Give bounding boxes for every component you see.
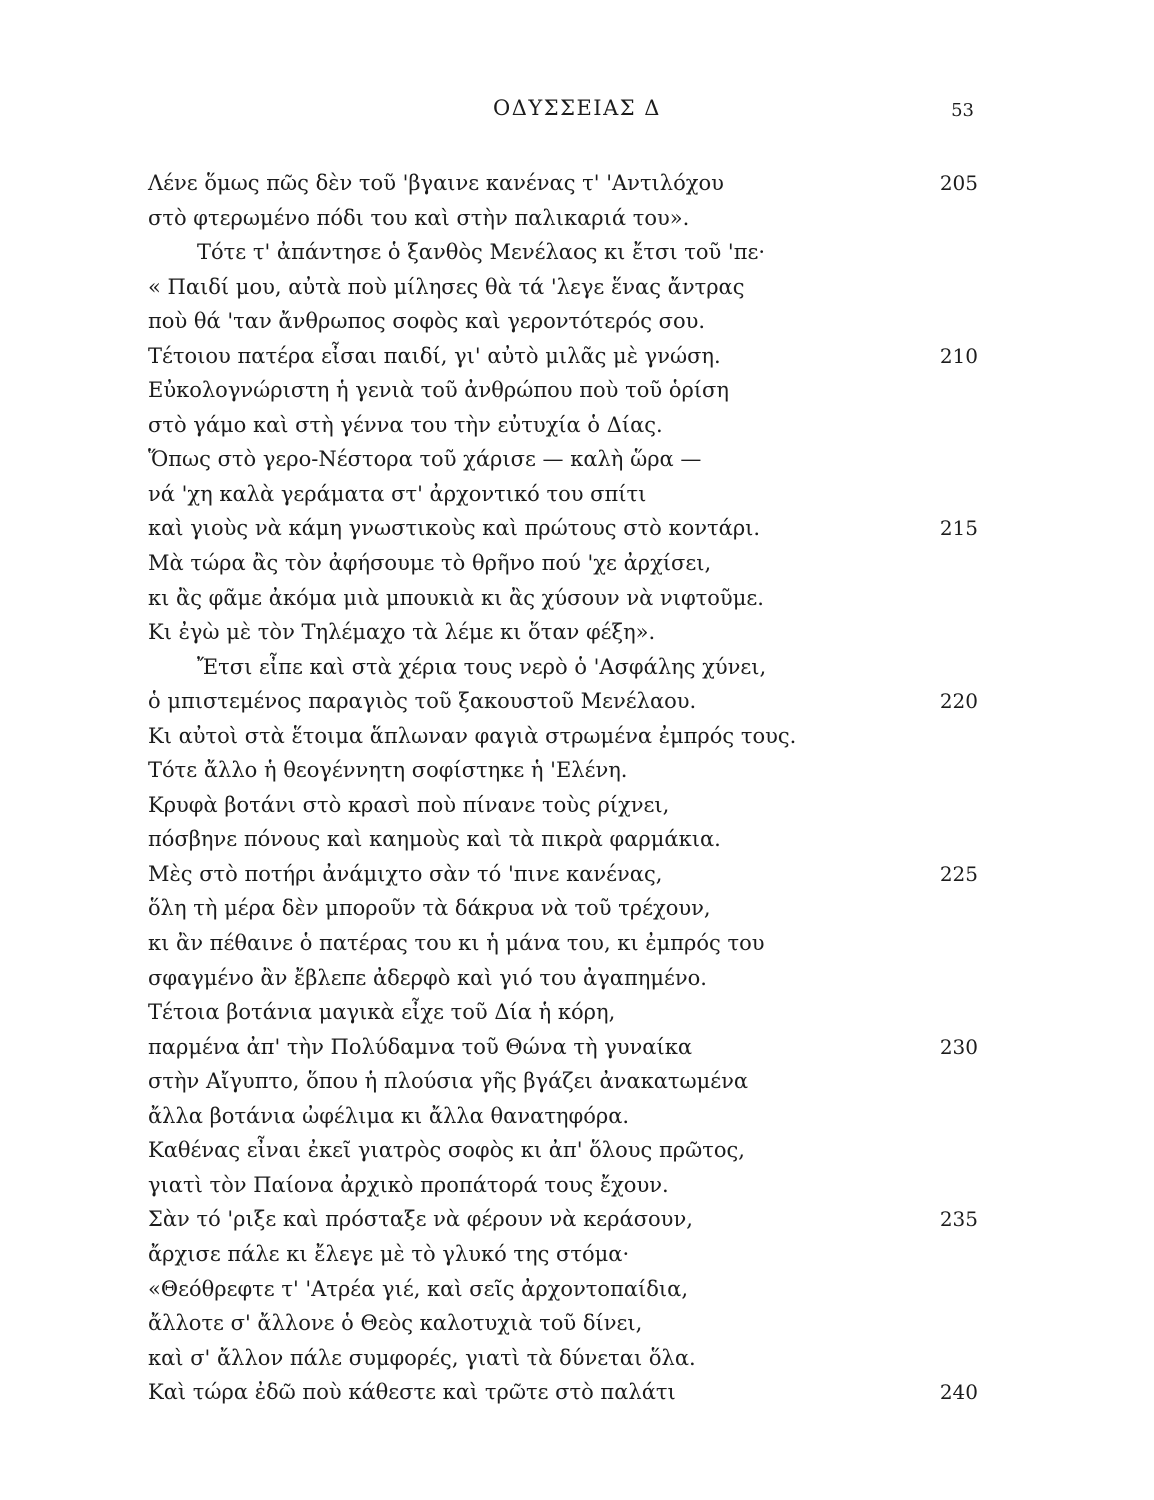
verse-line: [0, 581, 1154, 616]
verse-text: πόσβηνε πόνους καὶ καημοὺς καὶ τὰ πικρὰ φαρμάκια.: [148, 827, 721, 852]
verse-text: Ὅπως στὸ γερο-Νέστορα τοῦ χάρισε — καλὴ ὥρα —: [148, 447, 702, 472]
verse-text: Ἔτσι εἶπε καὶ στὰ χέρια τους νερὸ ὁ 'Ασφάλης χύνει,: [197, 654, 767, 679]
verse-line: [0, 926, 1154, 961]
verse-line: [0, 1272, 1154, 1307]
verse-text: ἄλλα βοτάνια ὠφέλιμα κι ἄλλα θανατηφόρα.: [148, 1103, 630, 1128]
verse-line: [0, 1375, 1154, 1410]
verse-text: κι ἂς φᾶμε ἀκόμα μιὰ μπουκιὰ κι ἂς χύσουν νὰ νιφτοῦμε.: [148, 585, 764, 610]
verse-line: [0, 1133, 1154, 1168]
verse-text: ὁ μπιστεμένος παραγιὸς τοῦ ξακουστοῦ Μενέλαου.: [148, 689, 697, 714]
verse-text: παρμένα ἀπ' τὴν Πολύδαμνα τοῦ Θώνα τὴ γυναίκα: [148, 1034, 693, 1059]
verse-text: Σὰν τό 'ριξε καὶ πρόσταξε νὰ φέρουν νὰ κεράσουν,: [148, 1207, 693, 1232]
verse-line: [0, 753, 1154, 788]
verse-text: στὸ γάμο καὶ στὴ γέννα του τὴν εὐτυχία ὁ Δίας.: [148, 412, 663, 437]
verse-text: Καὶ τώρα ἐδῶ ποὺ κάθεστε καὶ τρῶτε στὸ παλάτι: [148, 1380, 676, 1405]
verse-line: [0, 1341, 1154, 1376]
verse-line: [0, 961, 1154, 996]
verse-text: ἄρχισε πάλε κι ἔλεγε μὲ τὸ γλυκό της στόμα·: [148, 1241, 630, 1266]
verse-text: Μὰ τώρα ἂς τὸν ἀφήσουμε τὸ θρῆνο πού 'χε ἀρχίσει,: [148, 551, 712, 576]
verse-line: [0, 373, 1154, 408]
verse-line: [0, 477, 1154, 512]
verse-text: στὴν Αἴγυπτο, ὅπου ἡ πλούσια γῆς βγάζει ἀνακατωμένα: [148, 1069, 749, 1094]
verse-block: [0, 166, 1154, 1410]
verse-text: καὶ σ' ἄλλον πάλε συμφορές, γιατὶ τὰ δύνεται ὅλα.: [148, 1345, 696, 1370]
verse-line: [0, 1202, 1154, 1237]
verse-line: [0, 1099, 1154, 1134]
verse-line: [0, 891, 1154, 926]
verse-line: [0, 684, 1154, 719]
verse-text: Κρυφὰ βοτάνι στὸ κρασὶ ποὺ πίνανε τοὺς ρίχνει,: [148, 792, 670, 817]
verse-text: ἄλλοτε σ' ἄλλονε ὁ Θεὸς καλοτυχιὰ τοῦ δίνει,: [148, 1311, 643, 1336]
verse-text: « Παιδί μου, αὐτὰ ποὺ μίλησες θὰ τά 'λεγε ἕνας ἄντρας: [148, 274, 745, 299]
line-number: 235: [939, 1207, 978, 1232]
page-number: 53: [951, 100, 974, 121]
verse-text: Τότε τ' ἀπάντησε ὁ ξανθὸς Μενέλαος κι ἔτσι τοῦ 'πε·: [197, 240, 766, 265]
verse-text: Τέτοια βοτάνια μαγικὰ εἶχε τοῦ Δία ἡ κόρη,: [148, 1000, 616, 1025]
verse-text: «Θεόθρεφτε τ' 'Ατρέα γιέ, καὶ σεῖς ἀρχοντοπαίδια,: [148, 1276, 689, 1301]
verse-line: [0, 546, 1154, 581]
verse-text: Τέτοιου πατέρα εἶσαι παιδί, γι' αὐτὸ μιλᾶς μὲ γνώση.: [148, 343, 721, 368]
verse-text: Τότε ἄλλο ἡ θεογέννητη σοφίστηκε ἡ 'Ελένη.: [148, 758, 628, 783]
verse-line: [0, 201, 1154, 236]
verse-text: ὅλη τὴ μέρα δὲν μποροῦν τὰ δάκρυα νὰ τοῦ τρέχουν,: [148, 896, 711, 921]
line-number: 205: [939, 171, 978, 195]
verse-line: [0, 615, 1154, 650]
verse-line: [0, 650, 1154, 685]
verse-text: νά 'χη καλὰ γεράματα στ' ἀρχοντικό του σπίτι: [148, 481, 647, 506]
verse-text: Εὐκολογνώριστη ἡ γενιὰ τοῦ ἀνθρώπου ποὺ τοῦ ὁρίση: [148, 378, 729, 403]
verse-line: [0, 719, 1154, 754]
verse-line: [0, 408, 1154, 443]
verse-text: Κι αὐτοὶ στὰ ἕτοιμα ἅπλωναν φαγιὰ στρωμένα ἐμπρός τους.: [148, 723, 797, 748]
line-number: 240: [939, 1380, 978, 1405]
verse-line: [0, 270, 1154, 305]
verse-line: [0, 1030, 1154, 1065]
verse-line: [0, 788, 1154, 823]
verse-text: Λένε ὅμως πῶς δὲν τοῦ 'βγαινε κανένας τ' 'Αντιλόχου: [148, 171, 724, 195]
line-number: 220: [939, 689, 978, 714]
verse-line: [0, 1064, 1154, 1099]
line-number: 230: [939, 1034, 978, 1059]
verse-line: [0, 511, 1154, 546]
verse-line: [0, 304, 1154, 339]
verse-text: Κι ἐγὼ μὲ τὸν Τηλέμαχο τὰ λέμε κι ὅταν φέξη».: [148, 620, 656, 645]
verse-text: γιατὶ τὸν Παίονα ἀρχικὸ προπάτορά τους ἔχουν.: [148, 1172, 669, 1197]
verse-line: [0, 235, 1154, 270]
verse-text: Μὲς στὸ ποτήρι ἀνάμιχτο σὰν τό 'πινε κανένας,: [148, 861, 663, 886]
line-number: 215: [939, 516, 978, 541]
verse-line: [0, 995, 1154, 1030]
line-number: 210: [939, 343, 978, 368]
verse-line: [0, 442, 1154, 477]
verse-text: κι ἂν πέθαινε ὁ πατέρας του κι ἡ μάνα του, κι ἐμπρός του: [148, 931, 765, 956]
verse-line: [0, 1237, 1154, 1272]
line-number: 225: [939, 861, 978, 886]
verse-line: [0, 1168, 1154, 1203]
verse-line: [0, 1306, 1154, 1341]
verse-line: [0, 339, 1154, 374]
verse-text: Καθένας εἶναι ἐκεῖ γιατρὸς σοφὸς κι ἀπ' ὅλους πρῶτος,: [148, 1138, 745, 1163]
verse-text: στὸ φτερωμένο πόδι του καὶ στὴν παλικαριά του».: [148, 205, 690, 230]
verse-line: [0, 166, 1154, 201]
verse-text: σφαγμένο ἂν ἔβλεπε ἀδερφὸ καὶ γιό του ἀγαπημένο.: [148, 965, 707, 990]
verse-text: καὶ γιοὺς νὰ κάμη γνωστικοὺς καὶ πρώτους στὸ κοντάρι.: [148, 516, 761, 541]
verse-line: [0, 822, 1154, 857]
verse-text: ποὺ θά 'ταν ἄνθρωπος σοφὸς καὶ γεροντότερός σου.: [148, 309, 706, 334]
verse-line: [0, 857, 1154, 892]
running-title: ΟΔΥΣΣΕΙΑΣ Δ: [493, 96, 661, 120]
